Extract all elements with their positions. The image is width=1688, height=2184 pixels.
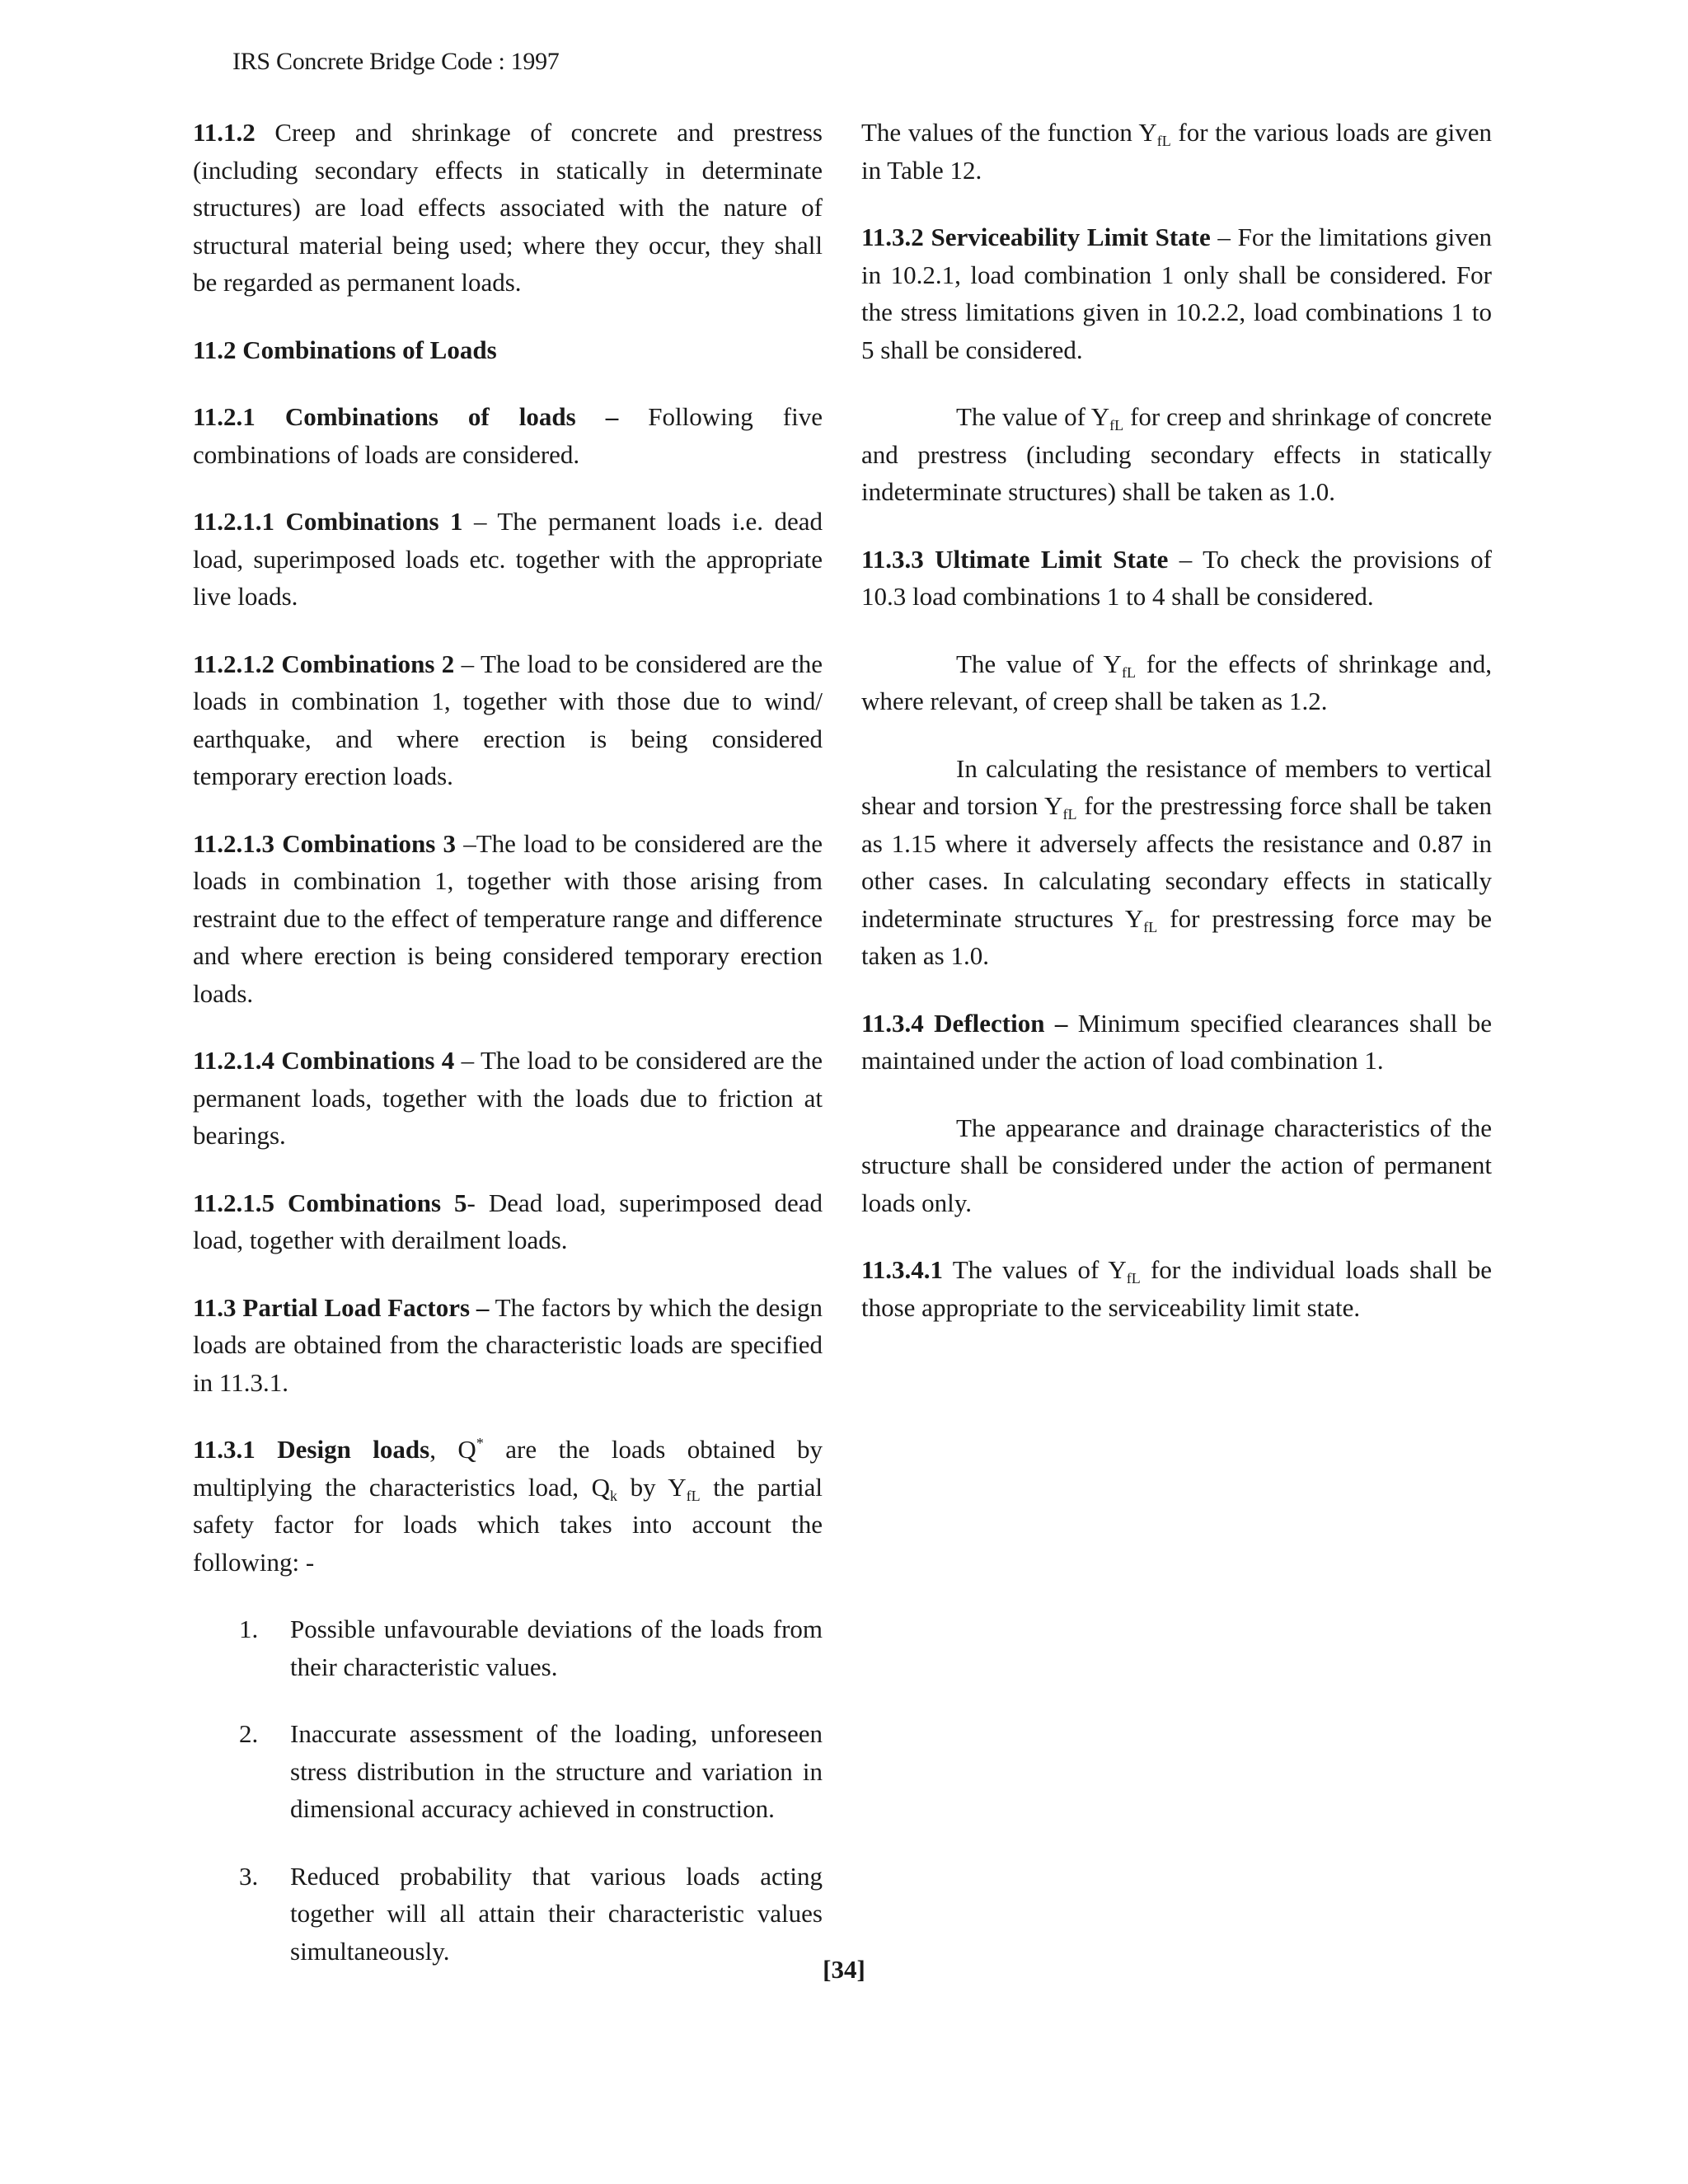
section-heading-11-2: 11.2 Combinations of Loads [193,335,497,364]
page-number: [34] [823,1955,865,1984]
paragraph-appearance-drainage: The appearance and drainage characteristics of the structure shall be considered under the action of permanent loads only. [861,1113,1492,1217]
paragraph-11-3-4: 11.3.4 Deflection – Minimum specified clearances shall be maintained under the action of load combination 1. [861,1008,1492,1075]
right-column [861,114,1492,1356]
paragraph-11-1-2: 11.1.2 Creep and shrinkage of concrete and prestress (including secondary effects in statically in determinate structures) are load effects associated with the nature of structural material being used; where they occur, they shall be regarded as permanent loads. [193,118,823,297]
paragraph-11-2-1-3: 11.2.1.3 Combinations 3 –The load to be considered are the loads in combination 1, together with those arising from restraint due to the effect of temperature range and difference and where erection is being considered temporary erection loads. [193,828,823,1008]
paragraph-11-3: 11.3 Partial Load Factors – The factors by which the design loads are obtained from the characteristic loads are specified in 11.3.1. [193,1292,823,1397]
paragraph-11-2-1-5: 11.2.1.5 Combinations 5- Dead load, superimposed dead load, together with derailment loads. [193,1188,823,1254]
paragraph-11-2-1: 11.2.1 Combinations of loads – Following five combinations of loads are considered. [193,402,823,469]
paragraph-11-3-1: 11.3.1 Design loads, Q* are the loads obtained by multiplying the characteristics load, $Q_k$ by $Y_{fL}$ the partial safety factor for loads which takes into account the following: - [193,1435,823,1577]
paragraph-11-3-2: 11.3.2 Serviceability Limit State – For the limitations given in 10.2.1, load combination 1 only shall be considered. For the stress limitations given in 10.2.2, load combinations 1 to 5 shall be considered. [861,223,1492,364]
paragraph-11-2-1-1: 11.2.1.1 Combinations 1 – The permanent loads i.e. dead load, superimposed loads etc. together with the appropriate live loads. [193,507,823,611]
left-column [193,114,823,1999]
paragraph-shear-torsion: In calculating the resistance of members to vertical shear and torsion $Y_{fL}$ for the prestressing force shall be taken as 1.15 where it adversely affects the resistance and 0.87 in other cases. In calculating secondary effects in statically indeterminate structures $Y_{fL}$ for prestressing force may be taken as 1.0. [861,753,1492,970]
list-item: 3. Reduced probability that various loads acting together will all attain their characteristic values simultaneously. [239,1861,823,1966]
clause-number: 11.1.2 [193,118,256,147]
list-item: 2. Inaccurate assessment of the loading, unforeseen stress distribution in the structure and variation in dimensional accuracy achieved in construction. [239,1719,823,1823]
paragraph-creep-shrinkage-value: The value of $Y_{fL}$ for creep and shrinkage of concrete and prestress (including secondary effects in statically indeterminate structures) shall be taken as 1.0. [861,402,1492,506]
running-header: IRS Concrete Bridge Code : 1997 [232,48,560,75]
paragraph-11-3-3: 11.3.3 Ultimate Limit State – To check the provisions of 10.3 load combinations 1 to 4 shall be considered. [861,544,1492,611]
paragraph-11-2-1-4: 11.2.1.4 Combinations 4 – The load to be considered are the permanent loads, together with the loads due to friction at bearings. [193,1046,823,1150]
considerations-list [193,1610,823,1970]
paragraph-shrinkage-value: The value of $Y_{fL}$ for the effects of shrinkage and, where relevant, of creep shall be taken as 1.2. [861,649,1492,715]
paragraph-table-12-ref: The values of the function $Y_{fL}$ for the various loads are given in Table 12. [861,118,1492,185]
paragraph-11-3-4-1: 11.3.4.1 The values of $Y_{fL}$ for the individual loads shall be those appropriate to the serviceability limit state. [861,1255,1493,1322]
paragraph-11-2-1-2: 11.2.1.2 Combinations 2 – The load to be considered are the loads in combination 1, together with those due to wind/ earthquake, and where erection is being considered temporary erection loads. [193,649,823,790]
list-item: 1. Possible unfavourable deviations of the loads from their characteristic values. [239,1615,823,1681]
